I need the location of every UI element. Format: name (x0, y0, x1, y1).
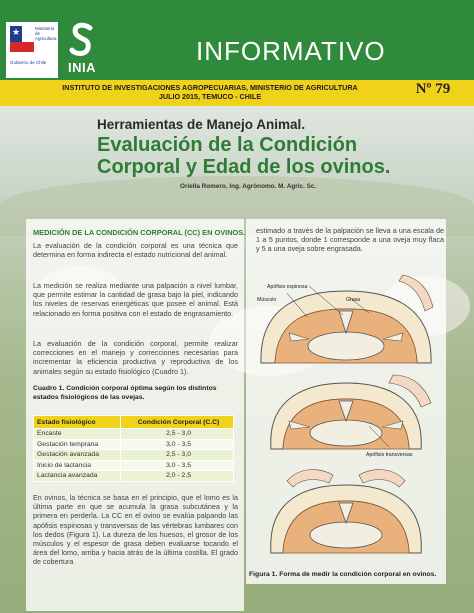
article-headline (97, 134, 457, 178)
inia-wordmark: INIA (68, 60, 96, 75)
table-cell-state: Gestación avanzada (34, 450, 121, 461)
ministry-text (35, 26, 57, 41)
table-cell-state: Inicio de lactancia (34, 460, 121, 471)
label-transverse-process: Apófisis transversas (366, 452, 413, 458)
headline-line-1: Evaluación de la Condición (97, 134, 358, 156)
table-cell-value: 2,5 - 3,0 (121, 450, 234, 461)
publication-title: INFORMATIVO (196, 36, 386, 66)
table-row (34, 450, 234, 461)
institution-line-1: INSTITUTO DE INVESTIGACIONES AGROPECUARIAS, MINISTERIO DE AGRICULTURA (62, 83, 358, 92)
ministry-line-1: Ministerio de (35, 26, 55, 36)
table-header-row (34, 416, 234, 429)
label-muscle: Músculo (257, 297, 277, 303)
table-row (34, 471, 234, 482)
paragraph-evaluation: La evaluación de la condición corporal, permite realizar correcciones en el manejo y correcciones necesarias para incrementar la eficiencia productiva y reproductiva de los animales según su estado fisiológico (Cuadro 1). (33, 339, 238, 376)
government-logo (6, 22, 58, 78)
table-cell-value: 3,0 - 3,5 (121, 439, 234, 450)
paragraph-technique: En ovinos, la técnica se basa en el principio, que el lomo es la última parte en que se acumula la grasa subcutánea y la primera en perderla. La CC en el ovino se evalúa palpando las apófisis espinosas y transversas de las vértebras lumbares con los dedos (Figura 1). La dureza de los huesos, el grosor de los músculos y el espesor de grasa deben evaluarse tocando el área del lomo, arriba y hacia atrás de la última costilla. El grado de cobertura (33, 493, 238, 567)
condition-table (33, 415, 234, 482)
header-bar (0, 0, 474, 80)
paragraph-measurement: La medición se realiza mediante una palpación a nivel lumbar, que permite estimar la cantidad de grasa bajo la piel, indicando los niveles de reservas energéticas que posee el animal. Está relacionado en forma positiva con el estado de engrasamiento. (33, 281, 238, 318)
table-caption: Cuadro 1. Condición corporal óptima según los distintos estados fisiológicos de las ovejas. (33, 385, 217, 401)
table-row (34, 460, 234, 471)
label-fat: Grasa (346, 297, 361, 303)
table-header-state: Estado fisiológico (34, 416, 121, 429)
lumbar-diagram (249, 271, 443, 563)
vertebra-diagram-2 (271, 375, 431, 449)
ministry-line-2: Agricultura (35, 36, 57, 41)
section-title: MEDICIÓN DE LA CONDICIÓN CORPORAL (CC) EN OVINOS. (33, 228, 246, 237)
issue-number: Nº 79 (415, 81, 451, 97)
table-row (34, 429, 234, 440)
institution-text (40, 83, 380, 101)
government-text: Gobierno de Chile (10, 60, 47, 65)
table-row (34, 439, 234, 450)
figure-caption: Figura 1. Forma de medir la condición corporal en ovinos. (249, 571, 437, 578)
flag-red-field (10, 42, 34, 52)
star-icon: ★ (12, 27, 21, 37)
institution-line-2: JULIO 2015, TEMUCO - CHILE (158, 92, 262, 101)
table-cell-state: Lactancia avanzada (34, 471, 121, 482)
paragraph-intro: La evaluación de la condición corporal es una técnica que determina en forma indirecta el estado nutricional del animal. (33, 241, 238, 260)
table-cell-value: 2,0 - 2,5 (121, 471, 234, 482)
label-spinous-process: Apófisis espinosa (267, 284, 308, 290)
table-cell-state: Gestación temprana (34, 439, 121, 450)
article-author: Oriella Romero, Ing. Agrónomo. M. Agric. Sc. (180, 183, 317, 190)
table-cell-value: 2,5 - 3,0 (121, 429, 234, 440)
table-cell-state: Encaste (34, 429, 121, 440)
headline-line-2: Corporal y Edad de los ovinos. (97, 156, 391, 178)
inia-logo (64, 22, 100, 78)
table-cell-value: 3,0 - 3,5 (121, 460, 234, 471)
article-kicker: Herramientas de Manejo Animal. (97, 117, 306, 132)
inia-s-icon (68, 22, 96, 58)
paragraph-scale: estimado a través de la palpación se lleva a una escala de 1 a 5 puntos, donde 1 corresponde a una oveja muy flaca y 5 a una oveja sobre engrasada. (256, 226, 444, 254)
vertebra-diagram-3 (271, 470, 422, 553)
institution-band (0, 80, 474, 106)
table-header-condition: Condición Corporal (C.C) (121, 416, 234, 429)
